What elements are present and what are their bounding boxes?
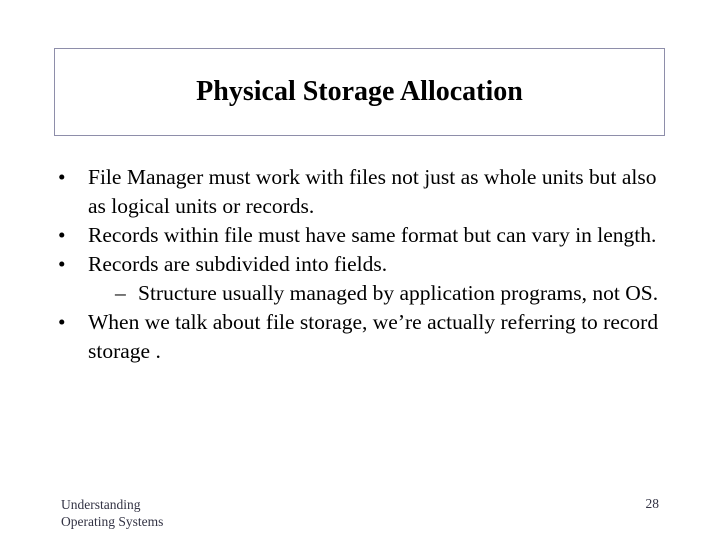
bullet-text: File Manager must work with files not just as whole units but also as logical units or records. xyxy=(88,165,657,218)
bullet-marker: • xyxy=(58,223,66,247)
sub-bullet-text: Structure usually managed by application programs, not OS. xyxy=(138,281,659,305)
footer-course-title xyxy=(61,496,163,530)
page-number: 28 xyxy=(645,496,659,511)
bullet-marker: • xyxy=(58,165,66,189)
bullet-text: Records within file must have same format but can vary in length. xyxy=(88,223,657,247)
bullet-marker: • xyxy=(58,310,66,334)
bullet-text: When we talk about file storage, we’re actually referring to record storage . xyxy=(88,310,659,363)
bullet-list xyxy=(58,163,668,366)
footer-line-2: Operating Systems xyxy=(61,514,164,529)
title-box xyxy=(54,48,665,136)
bullet-item xyxy=(58,221,668,250)
sub-bullet-item xyxy=(58,279,668,308)
bullet-item xyxy=(58,163,668,221)
sub-bullet-marker: – xyxy=(115,281,126,305)
bullet-item xyxy=(58,308,668,366)
bullet-text: Records are subdivided into fields. xyxy=(88,252,388,276)
bullet-item xyxy=(58,250,668,279)
bullet-marker: • xyxy=(58,252,66,276)
slide-title: Physical Storage Allocation xyxy=(196,76,523,107)
footer-line-1: Understanding xyxy=(61,497,141,512)
